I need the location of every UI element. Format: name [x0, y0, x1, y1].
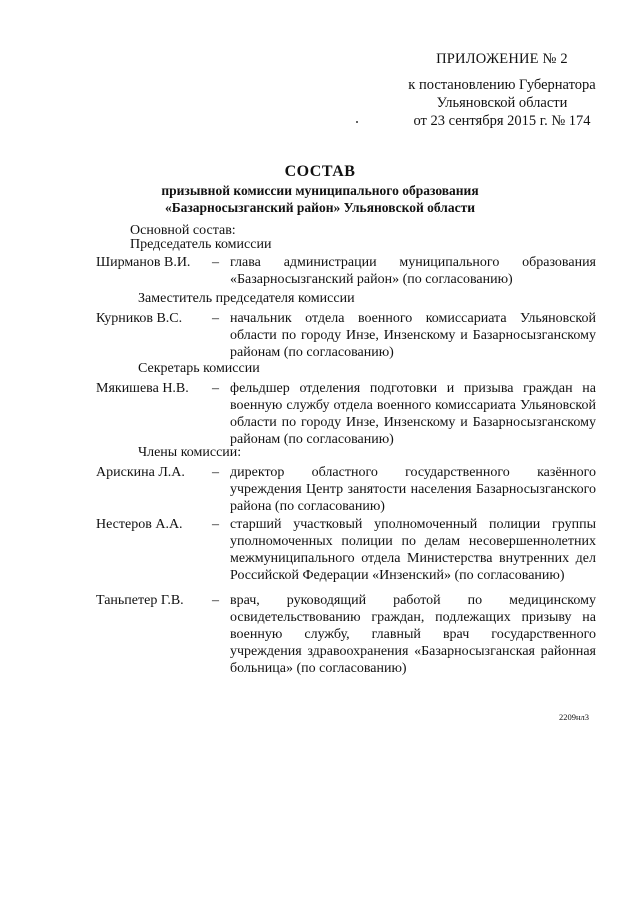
member-description: врач, руководящий работой по медицинскому освидетельствованию граждан, подлежащих призыву на военную службу, главный врач государственного учреждения здравоохранения «Базарносызганская районная больница» (по согласованию) [230, 593, 596, 676]
document-heading [60, 162, 580, 216]
member-dash: – [212, 593, 219, 608]
deputy-dash: – [212, 311, 219, 326]
deputy-name: Курников В.С. [96, 311, 183, 326]
deputy-entry [96, 310, 596, 361]
footer-code: 2209нл3 [559, 712, 590, 722]
member-entry [96, 516, 596, 584]
heading-subtitle-1: призывной комиссии муниципального образования [161, 183, 479, 198]
appendix-line-3: от 23 сентября 2015 г. № 174 [413, 113, 591, 129]
secretary-name: Мякишева Н.В. [96, 381, 189, 396]
heading-subtitle-2: «Базарносызганский район» Ульяновской области [164, 200, 476, 215]
appendix-line-1: к постановлению Губернатора [408, 77, 596, 93]
secretary-description: фельдшер отделения подготовки и призыва граждан на военную службу отдела военного комиссариата Ульяновской области по городу Инзе, Инзенскому и Базарносызганскому районам (по согласованию) [230, 381, 596, 447]
member-name: Таньпетер Г.В. [96, 593, 184, 608]
chairman-label: Председатель комиссии [130, 237, 272, 252]
chairman-entry [96, 254, 596, 288]
member-description: старший участковый уполномоченный полиции группы уполномоченных полиции по делам несовершеннолетних межмуниципального отдела Министерства внутренних дел Российской Федерации «Инзенский» (по согласованию) [230, 517, 596, 583]
member-entry [96, 592, 596, 677]
member-dash: – [212, 517, 219, 532]
deputy-description: начальник отдела военного комиссариата Ульяновской области по городу Инзе, Инзенскому и Базарносызганскому районам (по согласованию) [230, 311, 596, 360]
member-name: Арискина Л.А. [96, 465, 185, 480]
main-composition-label: Основной состав: [130, 223, 236, 238]
chairman-dash: – [212, 255, 219, 270]
secretary-dash: – [212, 381, 219, 396]
appendix-title: ПРИЛОЖЕНИЕ № 2 [436, 51, 568, 67]
deputy-label: Заместитель председателя комиссии [138, 291, 355, 306]
chairman-description: глава администрации муниципального образования «Базарносызганский район» (по согласованию) [230, 255, 596, 287]
scan-dot [356, 121, 358, 123]
member-description: директор областного государственного казённого учреждения Центр занятости населения Базарносызганского района (по согласованию) [230, 465, 596, 514]
heading-title: СОСТАВ [284, 163, 356, 180]
appendix-line-2: Ульяновской области [436, 95, 568, 111]
member-entry [96, 464, 596, 515]
members-label: Члены комиссии: [138, 445, 242, 460]
secretary-label: Секретарь комиссии [138, 361, 260, 376]
chairman-name: Ширманов В.И. [96, 255, 191, 270]
member-dash: – [212, 465, 219, 480]
member-name: Нестеров А.А. [96, 517, 183, 532]
appendix-header [392, 50, 612, 130]
secretary-entry [96, 380, 596, 448]
